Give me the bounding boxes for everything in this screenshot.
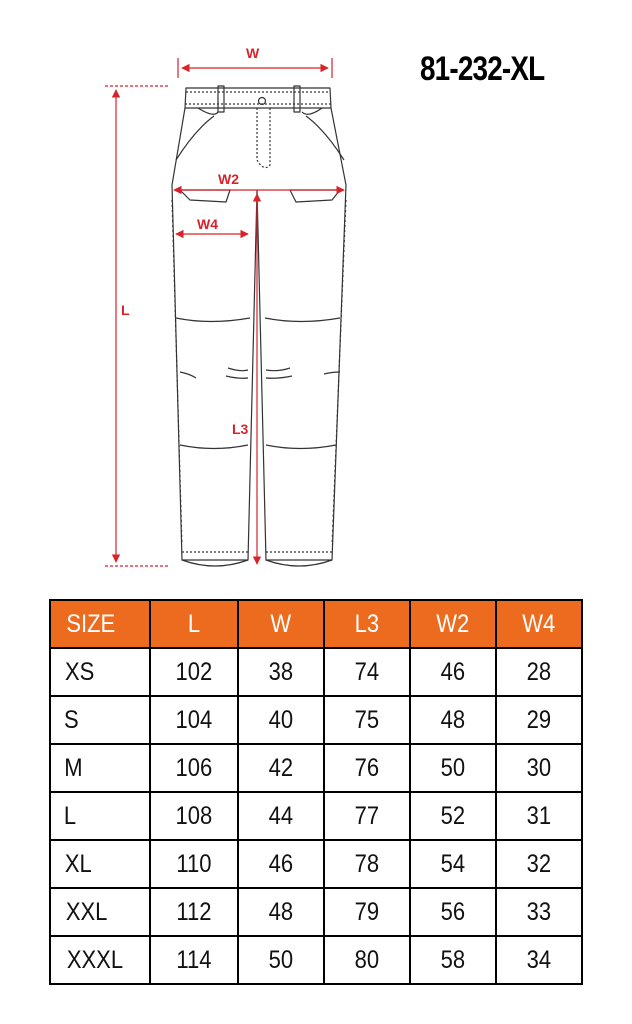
size-cell: S	[50, 696, 150, 744]
header-l3: L3	[324, 600, 410, 648]
table-row	[50, 792, 582, 840]
header-size: SIZE	[50, 600, 150, 648]
table-cell: 38	[238, 648, 324, 696]
table-cell: 46	[238, 840, 324, 888]
table-cell: 31	[496, 792, 582, 840]
header-w2: W2	[410, 600, 496, 648]
table-cell: 79	[324, 888, 410, 936]
table-cell: 50	[238, 936, 324, 984]
table-cell: 52	[410, 792, 496, 840]
trousers-outline	[172, 86, 346, 566]
table-row	[50, 744, 582, 792]
size-cell: XXXL	[50, 936, 150, 984]
table-cell: 106	[150, 744, 238, 792]
table-cell: 33	[496, 888, 582, 936]
table-cell: 28	[496, 648, 582, 696]
table-cell: 48	[238, 888, 324, 936]
table-cell: 74	[324, 648, 410, 696]
table-cell: 112	[150, 888, 238, 936]
size-table-header	[50, 600, 582, 648]
table-cell: 56	[410, 888, 496, 936]
table-cell: 34	[496, 936, 582, 984]
size-cell: XL	[50, 840, 150, 888]
product-code: 81-232-XL	[420, 50, 545, 88]
header-w: W	[238, 600, 324, 648]
header-w4: W4	[496, 600, 582, 648]
table-cell: 40	[238, 696, 324, 744]
dimension-label-w: W	[246, 45, 260, 61]
dimension-lines	[105, 58, 344, 566]
table-cell: 104	[150, 696, 238, 744]
table-cell: 114	[150, 936, 238, 984]
table-cell: 78	[324, 840, 410, 888]
size-cell: M	[50, 744, 150, 792]
table-cell: 50	[410, 744, 496, 792]
dimension-label-l: L	[121, 302, 130, 318]
table-row	[50, 840, 582, 888]
table-cell: 58	[410, 936, 496, 984]
table-row	[50, 888, 582, 936]
size-cell: L	[50, 792, 150, 840]
table-cell: 110	[150, 840, 238, 888]
table-cell: 76	[324, 744, 410, 792]
table-cell: 75	[324, 696, 410, 744]
table-cell: 48	[410, 696, 496, 744]
table-cell: 77	[324, 792, 410, 840]
header-l: L	[150, 600, 238, 648]
table-row	[50, 936, 582, 984]
table-cell: 80	[324, 936, 410, 984]
dimension-label-w4: W4	[197, 216, 218, 232]
table-cell: 54	[410, 840, 496, 888]
table-cell: 30	[496, 744, 582, 792]
dimension-label-l3: L3	[232, 421, 249, 437]
size-table	[49, 599, 583, 985]
table-cell: 102	[150, 648, 238, 696]
table-cell: 42	[238, 744, 324, 792]
dimension-label-w2: W2	[218, 171, 239, 187]
table-row	[50, 696, 582, 744]
size-cell: XXL	[50, 888, 150, 936]
table-cell: 44	[238, 792, 324, 840]
table-cell: 29	[496, 696, 582, 744]
table-cell: 46	[410, 648, 496, 696]
table-cell: 108	[150, 792, 238, 840]
table-row	[50, 648, 582, 696]
size-cell: XS	[50, 648, 150, 696]
table-cell: 32	[496, 840, 582, 888]
